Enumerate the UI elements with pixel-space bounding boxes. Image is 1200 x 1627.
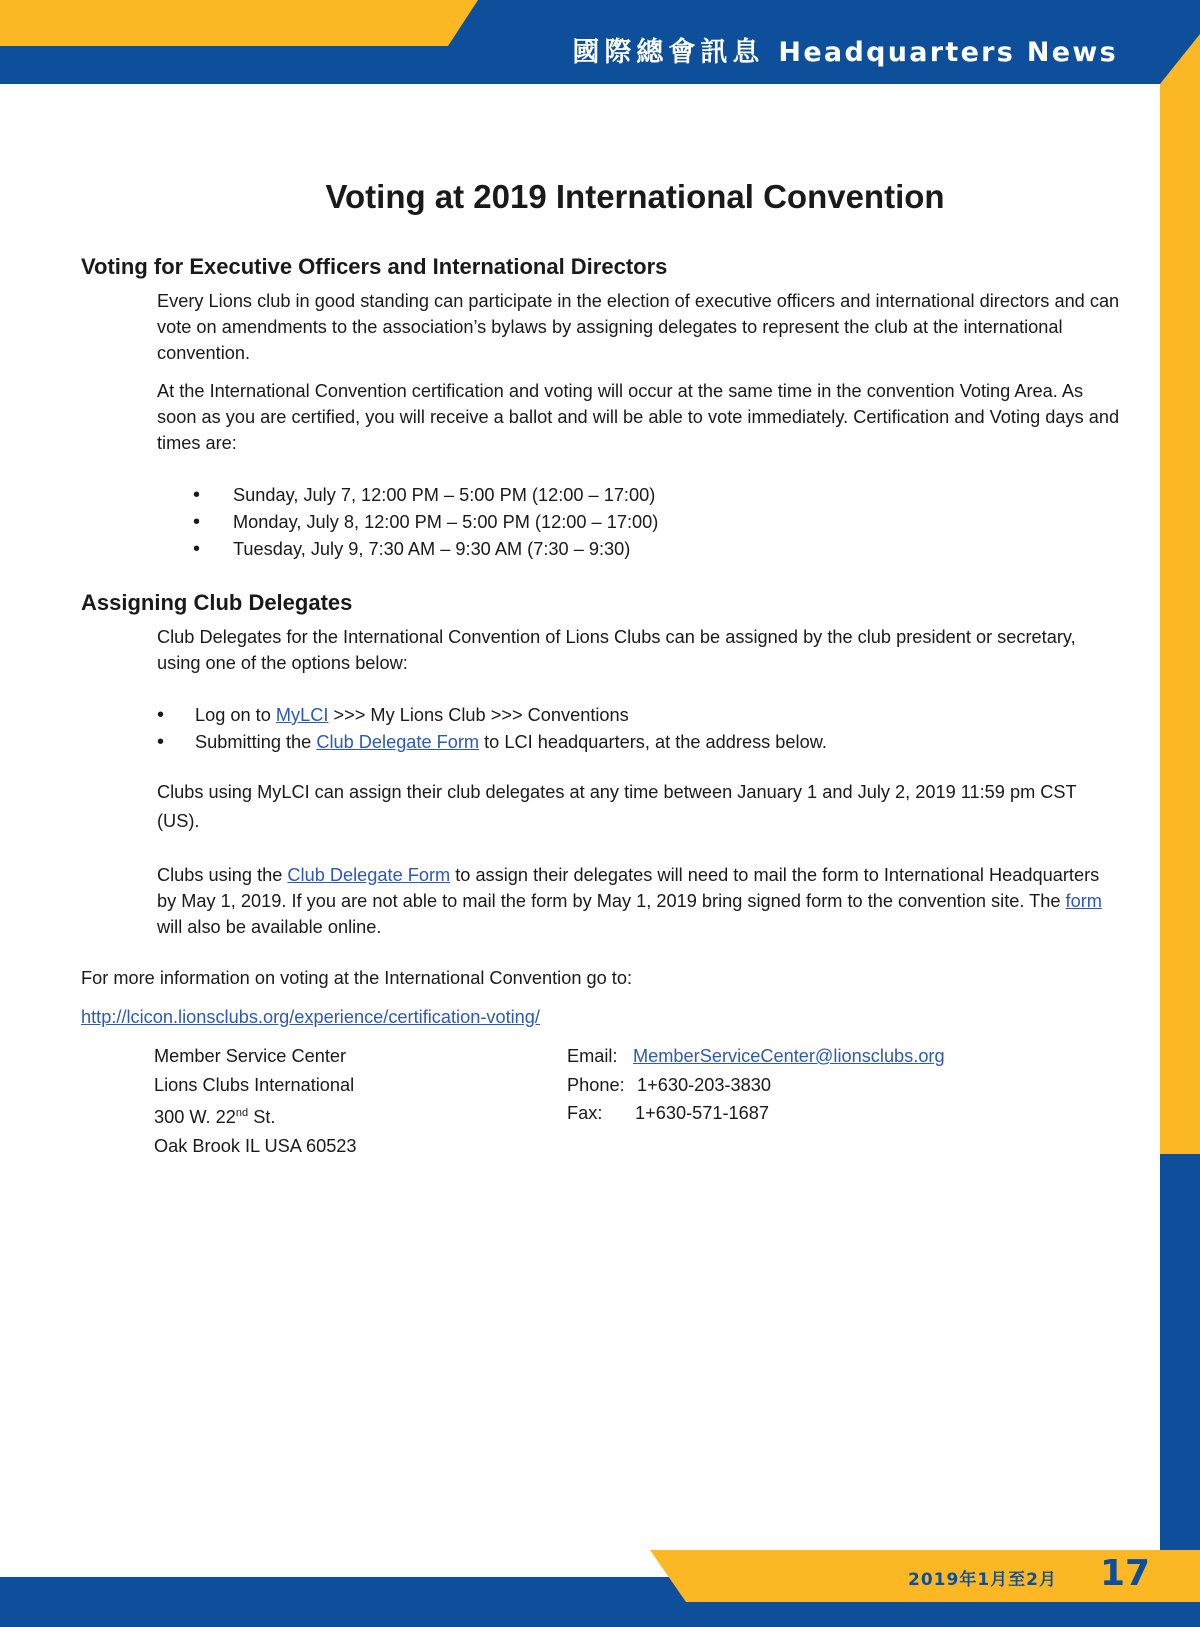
email-label: Email:: [567, 1046, 618, 1066]
list-item: • Sunday, July 7, 12:00 PM – 5:00 PM (12:00 – 17:00): [233, 482, 658, 509]
header-title: [572, 30, 1118, 69]
header-title-cn: 國際總會訊息: [572, 37, 765, 68]
voting-paragraph-2: At the International Convention certification and voting will occur at the same time in the convention Voting Area. As soon as you are certified, you will receive a ballot and will be able to vote immediately. Certification and Voting days and times are:: [157, 381, 1120, 453]
list-item: • Monday, July 8, 12:00 PM – 5:00 PM (12:00 – 17:00): [233, 509, 658, 536]
email-link[interactable]: MemberServiceCenter@lionsclubs.org: [633, 1046, 945, 1066]
delegate-form-paragraph: [157, 862, 1122, 940]
phone-row: [567, 1071, 945, 1100]
header-title-en: Headquarters News: [778, 37, 1118, 68]
url-link[interactable]: http://lcicon.lionsclubs.org/experience/certification-voting/: [81, 1007, 540, 1027]
address-org: Member Service Center: [154, 1046, 347, 1066]
list-item: [195, 702, 827, 729]
voting-schedule-list: [233, 482, 658, 563]
address-street: [154, 1099, 357, 1132]
club-delegate-form-link[interactable]: Club Delegate Form: [316, 732, 480, 752]
delegate-options-list: [195, 702, 827, 756]
paragraph-text: to assign their delegates will need to mail the form to International Headquarters by May 1, 2019. If you are not able to mail the form by May 1, 2019 bring signed form to the convention site. The: [157, 865, 1100, 911]
street-sup: nd: [235, 1107, 249, 1119]
option-text: Log on to: [195, 705, 276, 725]
right-side-band: [1160, 84, 1200, 1627]
fax-value: 1+630-571-1687: [635, 1103, 769, 1123]
paragraph-text: will also be available online.: [157, 917, 382, 937]
voting-paragraph-1: Every Lions club in good standing can participate in the election of executive officers and international directors and can vote on amendments to the association’s bylaws by assigning delegates to represent the club at the international convention.: [157, 291, 1120, 363]
address-city: Oak Brook IL USA 60523: [154, 1135, 357, 1156]
certification-voting-url: [81, 1004, 1121, 1030]
street-text: 300 W. 22: [154, 1107, 236, 1128]
mylci-link[interactable]: MyLCI: [275, 705, 329, 725]
section-heading-delegates: Assigning Club Delegates: [81, 590, 353, 615]
page-number: 17: [1100, 1553, 1151, 1594]
mylci-paragraph: Clubs using MyLCI can assign their club delegates at any time between January 1 and July 2, 2019 11:59 pm CST (US).: [157, 782, 1077, 831]
more-info-text: For more information on voting at the International Convention go to:: [81, 968, 632, 988]
option-text: >>> My Lions Club >>> Conventions: [328, 705, 629, 725]
delegates-intro: Club Delegates for the International Convention of Lions Clubs can be assigned by the club president or secretary, using one of the options below:: [157, 627, 1076, 673]
contact-details: [567, 1042, 945, 1128]
list-item: • Tuesday, July 9, 7:30 AM – 9:30 AM (7:30 – 9:30): [233, 536, 658, 563]
mailing-address: [154, 1042, 357, 1160]
address-name: Lions Clubs International: [154, 1074, 355, 1095]
fax-row: [567, 1099, 945, 1128]
article-title: Voting at 2019 International Convention: [325, 178, 945, 215]
fax-label: Fax:: [567, 1103, 603, 1123]
option-text: to LCI headquarters, at the address below.: [479, 732, 827, 752]
option-text: Submitting the: [195, 732, 317, 752]
footer-date: 2019年1月至2月: [908, 1570, 1057, 1590]
email-row: [567, 1042, 945, 1071]
form-link[interactable]: form: [1065, 891, 1102, 911]
list-item: [195, 729, 827, 756]
section-heading-voting: Voting for Executive Officers and International Directors: [81, 254, 668, 279]
phone-value: 1+630-203-3830: [637, 1074, 771, 1095]
street-text: St.: [248, 1107, 276, 1128]
phone-label: Phone:: [567, 1074, 625, 1095]
paragraph-text: Clubs using the: [157, 865, 288, 885]
club-delegate-form-link-2[interactable]: Club Delegate Form: [287, 865, 451, 885]
